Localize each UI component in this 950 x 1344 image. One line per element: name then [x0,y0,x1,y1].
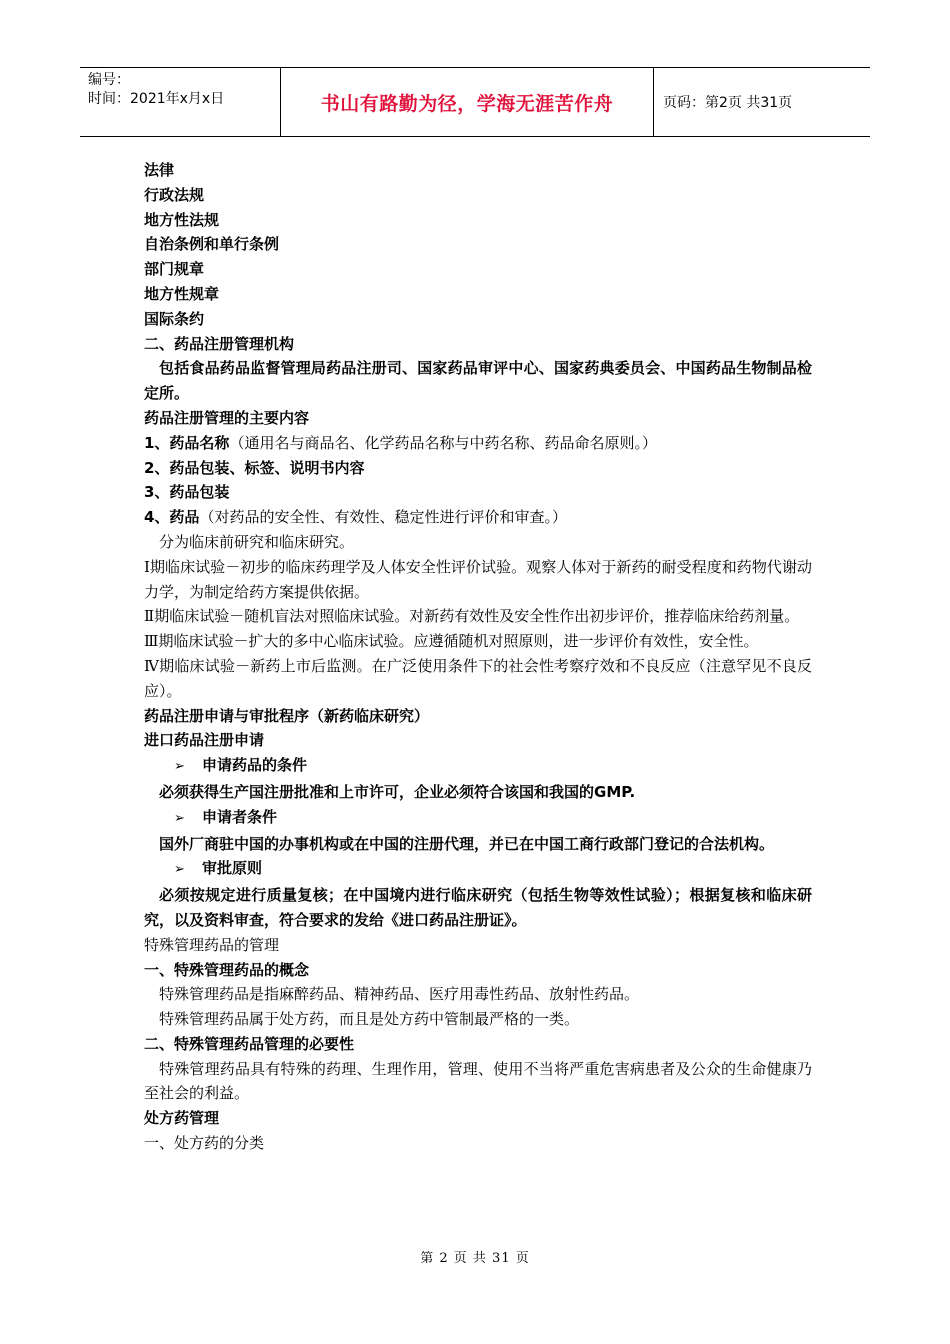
bullet-label: 申请者条件 [202,807,278,826]
law-item: 行政法规 [144,185,205,204]
page-footer: 第 2 页 共 31 页 [420,1251,530,1266]
paragraph: 必须获得生产国注册批准和上市许可，企业必须符合该国和我国的GMP. [159,782,636,801]
paragraph: 国外厂商驻中国的办事机构或在中国的注册代理，并已在中国工商行政部门登记的合法机构。 [159,834,775,853]
bullet-item [144,753,812,780]
law-item: 部门规章 [144,260,205,279]
paragraph: 分为临床前研究和临床研究。 [159,532,355,551]
paragraph: 特殊管理药品属于处方药，而且是处方药中管制最严格的一类。 [159,1010,580,1029]
header-motto: 书山有路勤为径，学海无涯苦作舟 [281,68,654,136]
page-header [80,67,870,137]
section-heading: 药品注册管理的主要内容 [144,408,310,427]
paragraph-phase-3: Ⅲ期临床试验－扩大的多中心临床试验。应遵循随机对照原则，进一步评价有效性，安全性。 [144,632,759,651]
section-heading: 二、药品注册管理机构 [144,334,295,353]
law-item: 自治条例和单行条例 [144,235,280,254]
paragraph-phase-1: Ⅰ期临床试验－初步的临床药理学及人体安全性评价试验。观察人体对于新药的耐受程度和药物代谢动力学，为制定给药方案提供依据。 [144,557,812,601]
document-time: 时间：2021年x月x日 [88,91,225,107]
arrow-bullet-icon: ➢ [174,862,185,878]
law-item: 法律 [144,161,175,179]
numbered-item: 3、药品包装 [144,483,230,502]
section-heading: 药品注册申请与审批程序（新药临床研究） [144,706,430,725]
arrow-bullet-icon: ➢ [174,810,185,826]
paragraph-phase-2: Ⅱ期临床试验－随机盲法对照临床试验。对新药有效性及安全性作出初步评价，推荐临床给药剂量。 [144,607,800,626]
section-title: 特殊管理药品的管理 [144,935,280,954]
numbered-item [144,431,812,456]
item-note: （通用名与商品名、化学药品名称与中药名称、药品命名原则。） [229,433,657,452]
subsection-heading: 一、处方药的分类 [144,1134,265,1153]
section-heading: 进口药品注册申请 [144,731,265,750]
document-body [144,158,812,1156]
header-meta [80,68,281,136]
item-title: 1、药品名称 [144,433,230,452]
section-heading: 二、特殊管理药品管理的必要性 [144,1034,355,1053]
item-note: （对药品的安全性、有效性、稳定性进行评价和审查。） [199,508,567,527]
bullet-item [144,805,812,832]
item-title: 4、药品 [144,508,200,527]
section-heading: 一、特殊管理药品的概念 [144,960,310,979]
paragraph: 包括食品药品监督管理局药品注册司、国家药品审评中心、国家药典委员会、中国药品生物制品检定所。 [144,359,812,403]
section-heading: 处方药管理 [144,1109,220,1128]
paragraph: 必须按规定进行质量复核；在中国境内进行临床研究（包括生物等效性试验）；根据复核和临床研究，以及资料审查，符合要求的发给《进口药品注册证》。 [144,886,812,929]
numbered-item: 2、药品包装、标签、说明书内容 [144,458,365,477]
law-item: 国际条约 [144,309,205,328]
bullet-label: 申请药品的条件 [202,756,308,775]
numbered-item [144,505,812,530]
header-page-info: 页码：第2页 共31页 [663,95,793,111]
arrow-bullet-icon: ➢ [174,759,185,775]
paragraph: 特殊管理药品具有特殊的药理、生理作用，管理、使用不当将严重危害病患者及公众的生命健康乃至社会的利益。 [144,1059,812,1103]
document-number-label: 编号： [88,72,130,88]
law-item: 地方性法规 [144,210,220,229]
paragraph-phase-4: Ⅳ期临床试验－新药上市后监测。在广泛使用条件下的社会性考察疗效和不良反应（注意罕见不良反应）。 [144,656,812,700]
paragraph: 特殊管理药品是指麻醉药品、精神药品、医疗用毒性药品、放射性药品。 [159,985,640,1004]
bullet-label: 审批原则 [202,859,263,878]
bullet-item [144,856,812,883]
law-item: 地方性规章 [144,284,220,303]
